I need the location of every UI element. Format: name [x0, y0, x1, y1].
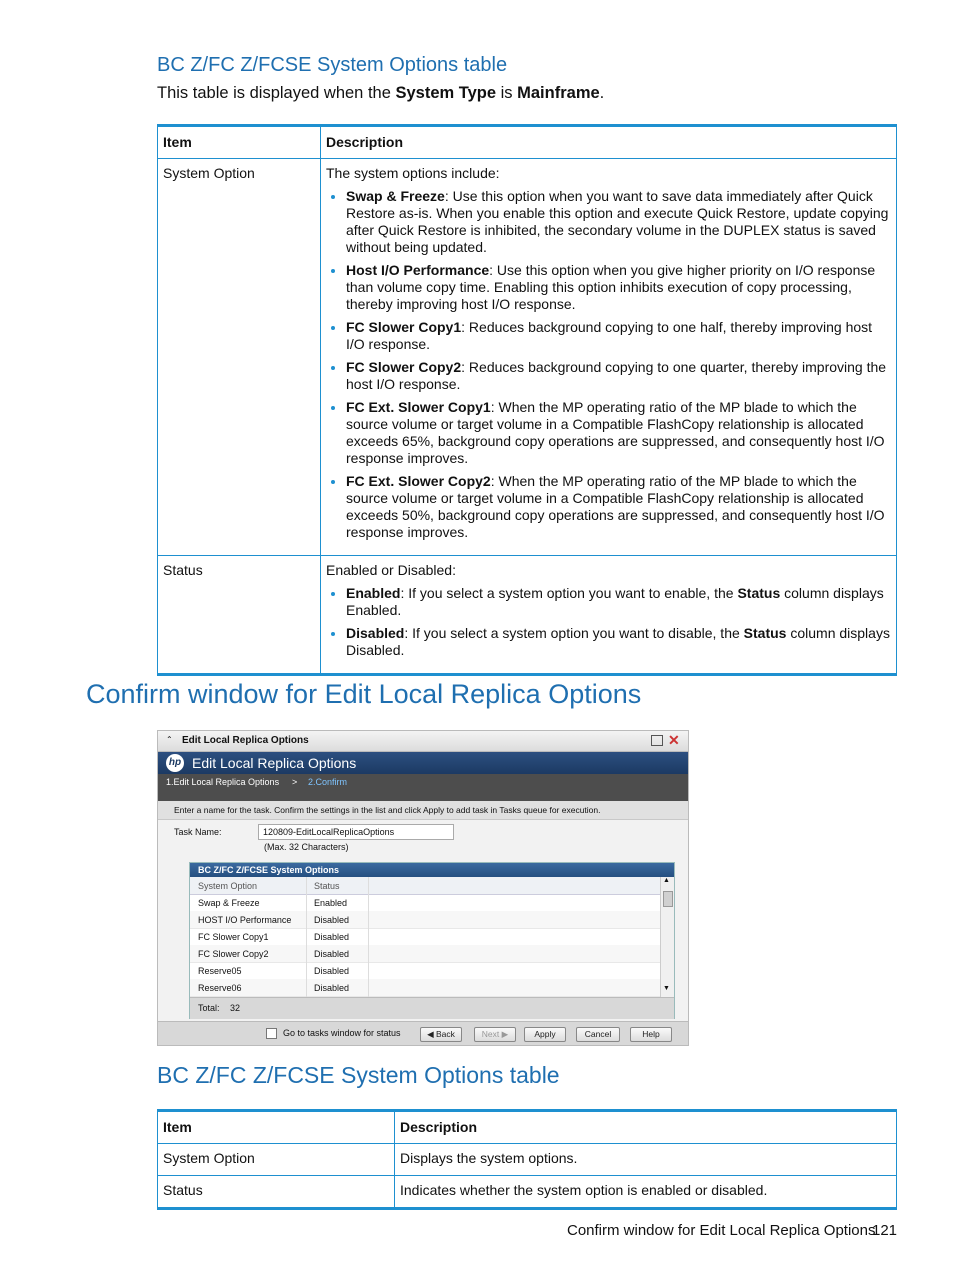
table-row — [158, 1144, 897, 1176]
term-desc: : Reduces background copying to one half, thereby improving host I/O response. — [346, 319, 873, 352]
grid-body — [190, 894, 660, 997]
list-item — [346, 399, 891, 467]
row-status: Enabled — [314, 898, 348, 908]
scroll-thumb[interactable] — [663, 891, 673, 907]
close-icon[interactable]: ✕ — [668, 732, 680, 748]
list-item — [346, 473, 891, 541]
system-options-table — [157, 124, 897, 676]
status-list — [326, 585, 891, 659]
row-option: Swap & Freeze — [198, 898, 260, 908]
row-status: Disabled — [314, 932, 350, 942]
row-option: FC Slower Copy2 — [198, 949, 269, 959]
table-row — [158, 1176, 897, 1209]
term-desc: column displays Enabled. — [346, 585, 884, 618]
maximize-icon[interactable] — [651, 735, 663, 746]
window-banner — [158, 752, 688, 774]
list-item — [346, 188, 891, 256]
table-header-row — [158, 1111, 897, 1144]
row-status: Disabled — [314, 949, 350, 959]
term: Host I/O Performance — [346, 262, 490, 278]
table-row[interactable] — [190, 911, 660, 929]
intro-paragraph — [157, 84, 604, 103]
list-item — [346, 585, 891, 619]
cell-description: Displays the system options. — [395, 1144, 897, 1176]
next-button[interactable]: Next ▶ — [474, 1027, 516, 1042]
confirm-window-screenshot — [157, 730, 689, 1046]
table-row[interactable] — [190, 928, 660, 946]
cell-item: Status — [158, 1176, 395, 1209]
list-item — [346, 262, 891, 313]
apply-button[interactable]: Apply — [524, 1027, 566, 1042]
total-label: Total: — [198, 1003, 220, 1013]
cell-lead: Enabled or Disabled: — [326, 562, 456, 578]
table-row[interactable] — [190, 979, 660, 997]
column-divider — [368, 877, 369, 1005]
banner-title: Edit Local Replica Options — [192, 755, 357, 771]
table-row — [158, 556, 897, 675]
column-divider — [306, 877, 307, 1005]
term-inline: Status — [737, 585, 781, 601]
term-inline: Status — [743, 625, 787, 641]
cell-item: System Option — [158, 159, 321, 556]
cell-item: System Option — [158, 1144, 395, 1176]
list-item — [346, 359, 891, 393]
footer-title: Confirm window for Edit Local Replica Options — [567, 1222, 876, 1239]
total-value: 32 — [230, 1003, 241, 1013]
term-desc: : If you select a system option you want to disable, the — [404, 625, 744, 641]
row-status: Disabled — [314, 983, 350, 993]
term-desc: : Use this option when you want to save data immediately after Quick Restore as-is. When you enable this option and execute Quick Restore, update copying after Quick Restore is inhibited, the secondary volume in the DUPLEX status is saved without being updated. — [346, 188, 889, 255]
step-1: 1.Edit Local Replica Options — [166, 777, 280, 787]
row-status: Disabled — [314, 966, 350, 976]
wizard-steps — [158, 774, 688, 801]
goto-tasks-label: Go to tasks window for status — [283, 1028, 401, 1038]
step-2: 2.Confirm — [308, 777, 348, 787]
term-desc: : When the MP operating ratio of the MP blade to which the source volume or target volume in a Compatible FlashCopy relationship is allocated exceeds 50%, background copy operations are suppressed, and consequently host I/O response improves. — [346, 473, 885, 540]
grid-total-bar — [190, 997, 674, 1019]
window-titlebar — [158, 731, 688, 752]
row-option: Reserve05 — [198, 966, 242, 976]
term-desc: : If you select a system option you want to enable, the — [400, 585, 738, 601]
chevron-up-icon: ⌃ — [166, 735, 173, 744]
list-item — [346, 319, 891, 353]
option-list — [326, 188, 891, 541]
term: FC Ext. Slower Copy2 — [346, 473, 491, 489]
term: FC Slower Copy1 — [346, 319, 462, 335]
grid-title-bar — [190, 863, 674, 877]
table-row[interactable] — [190, 894, 660, 912]
task-name-hint: (Max. 32 Characters) — [264, 842, 349, 852]
term-desc: : Use this option when you give higher priority on I/O response than volume copy time. Enabling this option inhibits execution of copy processing, thereby improving host I/O response. — [346, 262, 876, 312]
goto-tasks-checkbox[interactable] — [266, 1028, 277, 1039]
table-row — [158, 159, 897, 556]
term: Enabled — [346, 585, 401, 601]
grid-title: BC Z/FC Z/FCSE System Options — [198, 865, 340, 875]
row-option: Reserve06 — [198, 983, 242, 993]
term-desc: column displays Disabled. — [346, 625, 890, 658]
header-description: Description — [321, 126, 897, 159]
term: FC Ext. Slower Copy1 — [346, 399, 491, 415]
instruction-text: Enter a name for the task. Confirm the settings in the list and click Apply to add task in Tasks queue for execution. — [174, 805, 601, 815]
cancel-button[interactable]: Cancel — [576, 1027, 620, 1042]
page-number: 121 — [872, 1222, 898, 1239]
list-item — [346, 625, 891, 659]
task-name-input[interactable]: 120809-EditLocalReplicaOptions — [258, 824, 454, 840]
header-item: Item — [158, 1111, 395, 1144]
intro-text: This table is displayed when the — [157, 84, 396, 102]
column-status[interactable]: Status — [314, 881, 340, 891]
window-footer — [158, 1021, 688, 1046]
window-title: Edit Local Replica Options — [182, 735, 309, 746]
term: FC Slower Copy2 — [346, 359, 462, 375]
task-name-label: Task Name: — [174, 827, 222, 837]
back-button[interactable]: ◀ Back — [420, 1027, 462, 1042]
column-system-option[interactable]: System Option — [198, 881, 258, 891]
step-separator: > — [292, 777, 298, 787]
header-description: Description — [395, 1111, 897, 1144]
section-heading: BC Z/FC Z/FCSE System Options table — [157, 1062, 560, 1088]
system-options-grid — [189, 862, 675, 1019]
cell-description: Indicates whether the system option is enabled or disabled. — [400, 1182, 768, 1198]
vertical-scrollbar[interactable] — [660, 877, 674, 997]
table-header-row — [158, 126, 897, 159]
term-desc: : When the MP operating ratio of the MP blade to which the source volume or target volume in a Compatible FlashCopy relationship is allocated exceeds 65%, background copy operations are suppressed, and consequently host I/O response improves. — [346, 399, 885, 466]
cell-description — [321, 159, 897, 556]
options-summary-table — [157, 1109, 897, 1210]
row-status: Disabled — [314, 915, 350, 925]
table-row[interactable] — [190, 962, 660, 980]
scroll-down-icon[interactable]: ▼ — [663, 985, 670, 992]
hp-logo-icon: hp — [166, 754, 184, 772]
section-heading: Confirm window for Edit Local Replica Options — [86, 679, 642, 709]
help-button[interactable]: Help — [630, 1027, 672, 1042]
term: Swap & Freeze — [346, 188, 445, 204]
intro-text: is — [496, 84, 518, 102]
intro-text: . — [599, 84, 605, 102]
intro-bold: Mainframe — [517, 84, 600, 102]
header-item: Item — [158, 126, 321, 159]
grid-column-header — [190, 877, 660, 895]
row-option: FC Slower Copy1 — [198, 932, 269, 942]
row-option: HOST I/O Performance — [198, 915, 292, 925]
scroll-up-icon[interactable]: ▲ — [663, 877, 670, 884]
term: Disabled — [346, 625, 405, 641]
intro-bold: System Type — [395, 84, 497, 102]
section-heading: BC Z/FC Z/FCSE System Options table — [157, 54, 508, 76]
instruction-bar — [158, 801, 688, 820]
cell-description — [321, 556, 897, 675]
term-desc: : Reduces background copying to one quarter, thereby improving the host I/O response. — [346, 359, 887, 392]
cell-lead: The system options include: — [326, 165, 500, 181]
cell-item: Status — [158, 556, 321, 675]
table-row[interactable] — [190, 945, 660, 963]
